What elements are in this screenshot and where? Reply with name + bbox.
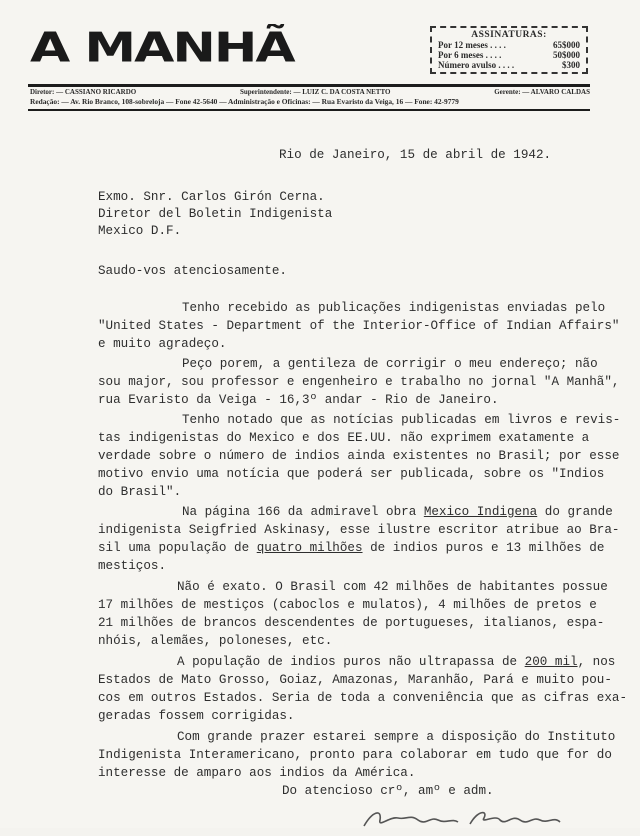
paragraph-line: e muito agradeço. [98, 337, 227, 351]
newspaper-masthead [28, 24, 590, 116]
paragraph-line: do Brasil". [98, 485, 182, 499]
dateline: Rio de Janeiro, 15 de abril de 1942. [279, 148, 552, 162]
paragraph-line: Com grande prazer estarei sempre a disposição do Instituto [177, 730, 616, 744]
subscription-price: 65$000 [553, 40, 580, 50]
subscription-label: Por 12 meses . . . . [438, 40, 506, 50]
paragraph-line: Peço porem, a gentileza de corrigir o meu endereço; não [182, 357, 598, 371]
subscription-label: Por 6 meses . . . . [438, 50, 502, 60]
paragraph-line: Tenho recebido as publicações indigenistas enviadas pelo [182, 301, 606, 315]
paragraph-line: indigenista Seigfried Askinasy, esse ilustre escritor atribue ao Bra- [98, 523, 620, 537]
paragraph-line: sou major, sou professor e engenheiro e trabalho no jornal "A Manhã", [98, 375, 620, 389]
subscription-label: Número avulso . . . . [438, 60, 515, 70]
paragraph-line: Estados de Mato Grosso, Goiaz, Amazonas, Maranhão, Pará e muito pou- [98, 673, 612, 687]
paragraph-line: cos em outros Estados. Seria de toda a conveniência que as cifras exa- [98, 691, 628, 705]
paragraph-line: Tenho notado que as notícias publicadas em livros e revis- [182, 413, 621, 427]
manager-credit: Gerente: — ALVARO CALDAS [494, 88, 590, 96]
staff-line [30, 88, 590, 96]
paragraph-line: interesse de amparo aos indios da América. [98, 766, 416, 780]
paragraph-line: 17 milhões de mestiços (caboclos e mulatos), 4 milhões de pretos e [98, 598, 597, 612]
book-title: Mexico Indigena [423, 505, 538, 519]
subscriptions-box [430, 26, 588, 74]
masthead-address: Redação: — Av. Rio Branco, 108-sobreloja — Fone 42-5640 — Administração e Oficinas: — Rua Evaristo da Veiga, 16 — Fone: 42-9779 [30, 97, 459, 106]
paragraph-line [98, 540, 604, 556]
paragraph-line [177, 654, 615, 670]
paragraph-line: Indigenista Interamericano, pronto para colaborar em tudo que for do [98, 748, 612, 762]
subscriptions-heading: ASSINATURAS: [471, 30, 547, 40]
superintendent-credit: Superintendente: — LUIZ C. DA COSTA NETTO [240, 88, 391, 96]
paragraph-line: mestiços. [98, 559, 167, 573]
paragraph-line: motivo envio uma notícia que poderá ser publicada, sobre os "Indios [98, 467, 605, 481]
text-run: A população de indios puros não ultrapassa de [177, 655, 525, 669]
addressee-line: Exmo. Snr. Carlos Girón Cerna. [98, 190, 325, 204]
masthead-bottom-rule [28, 109, 590, 111]
paragraph-line: geradas fossem corrigidas. [98, 709, 295, 723]
addressee-line: Diretor del Boletin Indigenista [98, 207, 333, 221]
masthead-rule [28, 84, 590, 87]
addressee-line: Mexico D.F. [98, 224, 182, 238]
underlined-figure: quatro milhões [256, 541, 363, 555]
subscription-row [438, 60, 580, 70]
text-run: sil uma população de [98, 541, 257, 555]
signature-scribble [360, 806, 610, 830]
paragraph-line: tas indigenistas do Mexico e dos EE.UU. não exprimem exatamente a [98, 431, 590, 445]
paragraph-line: rua Evaristo da Veiga - 16,3º andar - Rio de Janeiro. [98, 393, 499, 407]
paragraph-line: 21 milhões de brancos descendentes de portugueses, italianos, espa- [98, 616, 605, 630]
text-run: de indios puros e 13 milhões de [362, 541, 605, 555]
subscription-row [438, 50, 580, 60]
paragraph-line: verdade sobre o número de indios ainda existentes no Brasil; por esse [98, 449, 620, 463]
greeting: Saudo-vos atenciosamente. [98, 264, 287, 278]
handwritten-signature [360, 806, 610, 836]
underlined-figure: 200 mil [524, 655, 578, 669]
text-run: Na página 166 da admiravel obra [182, 505, 424, 519]
subscription-price: 50$000 [553, 50, 580, 60]
paragraph-line: "United States - Department of the Interior-Office of Indian Affairs" [98, 319, 620, 333]
text-run: do grande [537, 505, 613, 519]
paragraph-line: Não é exato. O Brasil com 42 milhões de habitantes possue [177, 580, 608, 594]
director-credit: Diretor: — CASSIANO RICARDO [30, 88, 137, 96]
newspaper-logo: A MANHÃ [30, 24, 294, 72]
paragraph-line [182, 504, 613, 520]
paragraph-line: nhóis, alemães, poloneses, etc. [98, 634, 333, 648]
subscription-price: $300 [562, 60, 580, 70]
text-run: , nos [577, 655, 616, 669]
closing-line: Do atencioso crº, amº e adm. [282, 784, 494, 798]
subscription-row [438, 40, 580, 50]
